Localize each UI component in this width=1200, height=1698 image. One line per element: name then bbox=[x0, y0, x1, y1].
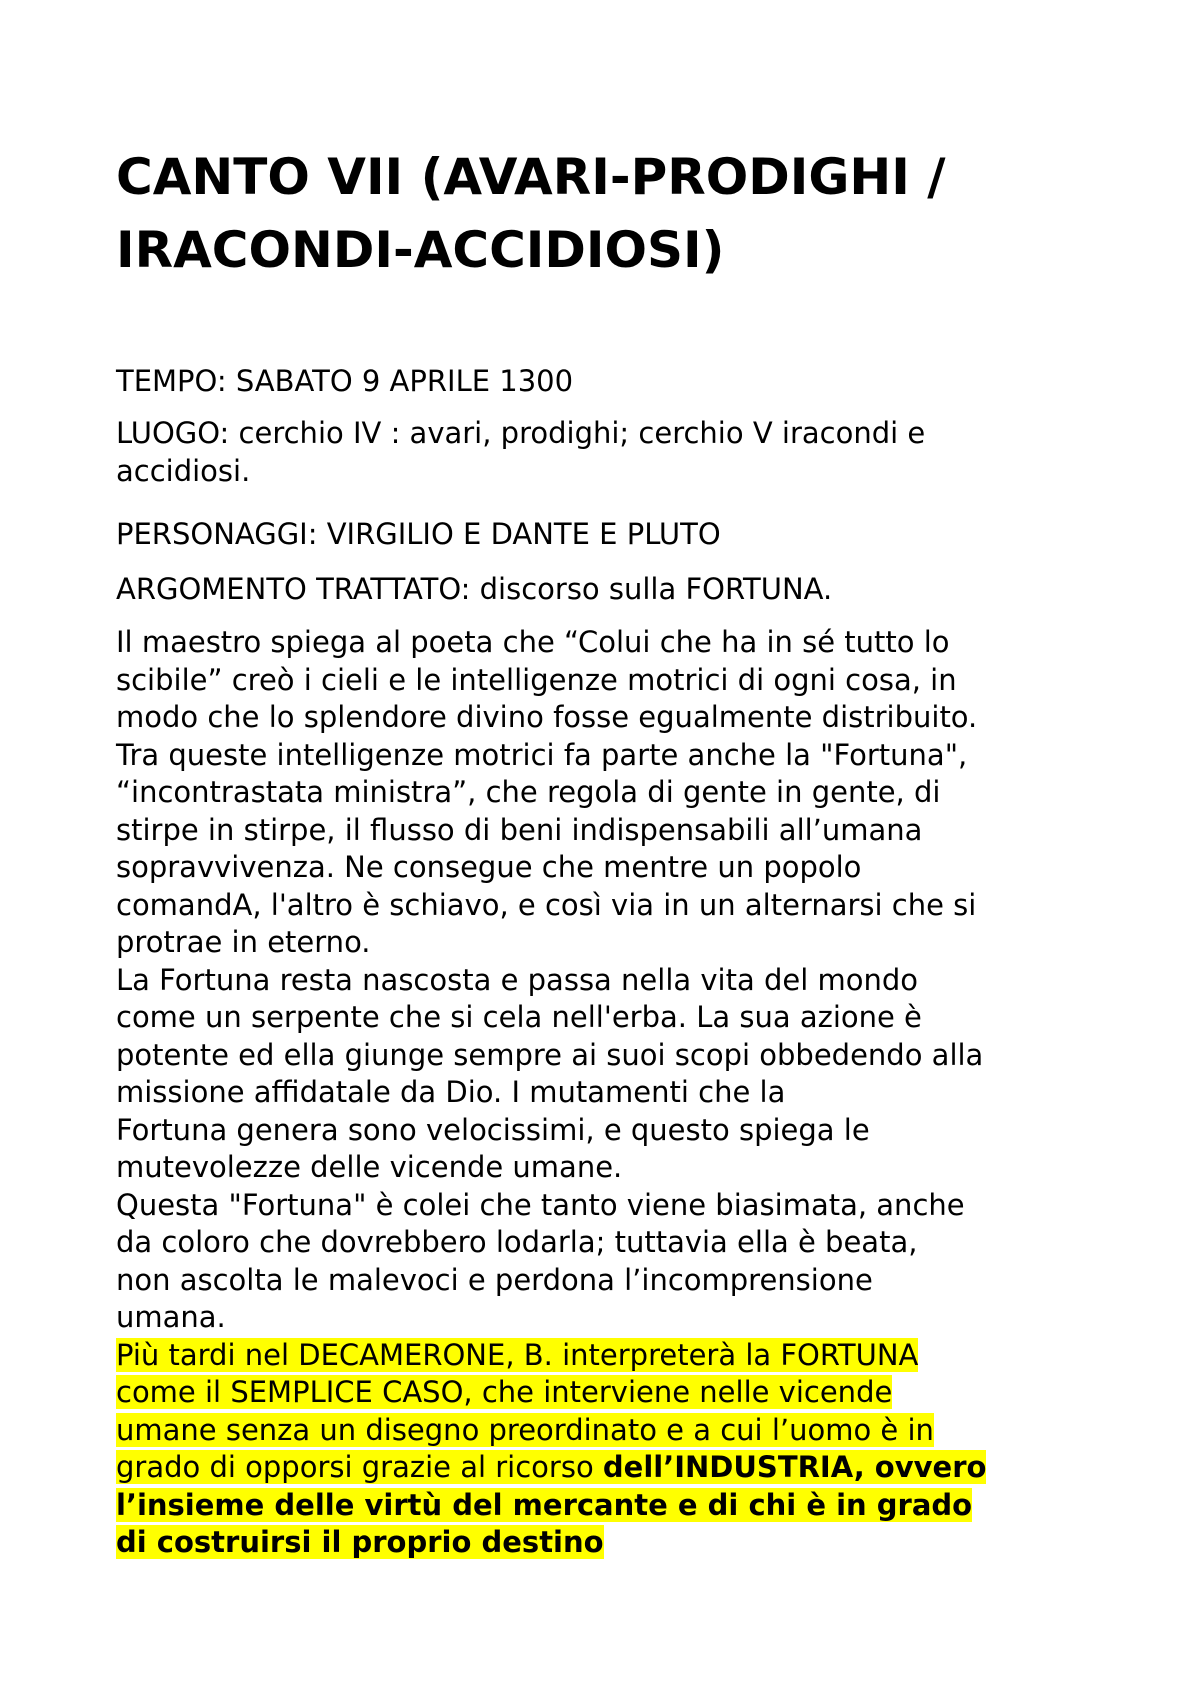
body-line: “incontrastata ministra”, che regola di gente in gente, di bbox=[116, 775, 941, 809]
highlight-text: umane senza un disegno preordinato e a cui l’uomo è in bbox=[116, 1412, 934, 1447]
body-line: potente ed ella giunge sempre ai suoi scopi obbedendo alla bbox=[116, 1037, 984, 1072]
body-line: sopravvivenza. Ne consegue che mentre un popolo bbox=[116, 850, 862, 884]
highlighted-line bbox=[116, 1449, 1116, 1487]
highlighted-line bbox=[116, 1524, 1116, 1562]
body-line: da coloro che dovrebbero lodarla; tuttavia ella è beata, bbox=[116, 1225, 918, 1259]
title-line: CANTO VII (AVARI-PRODIGHI / bbox=[116, 148, 946, 206]
argomento-line bbox=[116, 570, 1116, 608]
tempo-line bbox=[116, 362, 1116, 400]
body-line: Il maestro spiega al poeta che “Colui che ha in sé tutto lo bbox=[116, 625, 950, 659]
personaggi-line bbox=[116, 515, 1116, 553]
highlighted-line bbox=[116, 1412, 1116, 1450]
body-line: stirpe in stirpe, il flusso di beni indispensabili all’umana bbox=[116, 812, 923, 847]
title-line: IRACONDI-ACCIDIOSI) bbox=[116, 221, 725, 279]
highlight-normal-text: grado di opporsi grazie al ricorso bbox=[116, 1450, 603, 1484]
luogo-line: accidiosi. bbox=[116, 454, 251, 488]
body-line: scibile” creò i cieli e le intelligenze motrici di ogni cosa, in bbox=[116, 662, 957, 697]
body-line: umana. bbox=[116, 1300, 226, 1334]
body-line: La Fortuna resta nascosta e passa nella vita del mondo bbox=[116, 962, 918, 997]
highlight-bold-text: l’insieme delle virtù del mercante e di chi è in grado bbox=[116, 1487, 973, 1522]
canto-title bbox=[116, 141, 1116, 287]
body-line: Fortuna genera sono velocissimi, e questo spiega le bbox=[116, 1112, 870, 1147]
body-line: Questa "Fortuna" è colei che tanto viene biasimata, anche bbox=[116, 1187, 965, 1222]
highlight-bold-text: di costruirsi il proprio destino bbox=[116, 1525, 604, 1559]
body-line: protrae in eterno. bbox=[116, 925, 371, 959]
body-line: modo che lo splendore divino fosse egualmente distribuito. bbox=[116, 700, 978, 734]
body-line: comandA, l'altro è schiavo, e così via in un alternarsi che si bbox=[116, 887, 977, 922]
body-line: non ascolta le malevoci e perdona l’incomprensione bbox=[116, 1262, 873, 1297]
highlight-text: come il SEMPLICE CASO, che interviene nelle vicende bbox=[116, 1375, 893, 1409]
luogo-block bbox=[116, 414, 1116, 490]
highlight-text: Più tardi nel DECAMERONE, B. interpreterà la FORTUNA bbox=[116, 1337, 919, 1372]
highlighted-line bbox=[116, 1487, 1116, 1525]
personaggi-text: PERSONAGGI: VIRGILIO E DANTE E PLUTO bbox=[116, 517, 721, 551]
luogo-line: LUOGO: cerchio IV : avari, prodighi; cerchio V iracondi e bbox=[116, 416, 926, 450]
body-line: mutevolezze delle vicende umane. bbox=[116, 1150, 623, 1184]
highlighted-line bbox=[116, 1337, 1116, 1375]
body-paragraph bbox=[116, 624, 1116, 1562]
body-line: come un serpente che si cela nell'erba. La sua azione è bbox=[116, 1000, 922, 1034]
tempo-text: TEMPO: SABATO 9 APRILE 1300 bbox=[116, 364, 574, 398]
highlighted-line bbox=[116, 1374, 1116, 1412]
highlight-text bbox=[116, 1450, 986, 1484]
argomento-text: ARGOMENTO TRATTATO: discorso sulla FORTUNA. bbox=[116, 572, 833, 606]
body-line: missione affidatale da Dio. I mutamenti che la bbox=[116, 1075, 786, 1109]
body-line: Tra queste intelligenze motrici fa parte anche la "Fortuna", bbox=[116, 737, 968, 772]
highlight-bold-text: dell’INDUSTRIA, ovvero bbox=[602, 1450, 987, 1484]
